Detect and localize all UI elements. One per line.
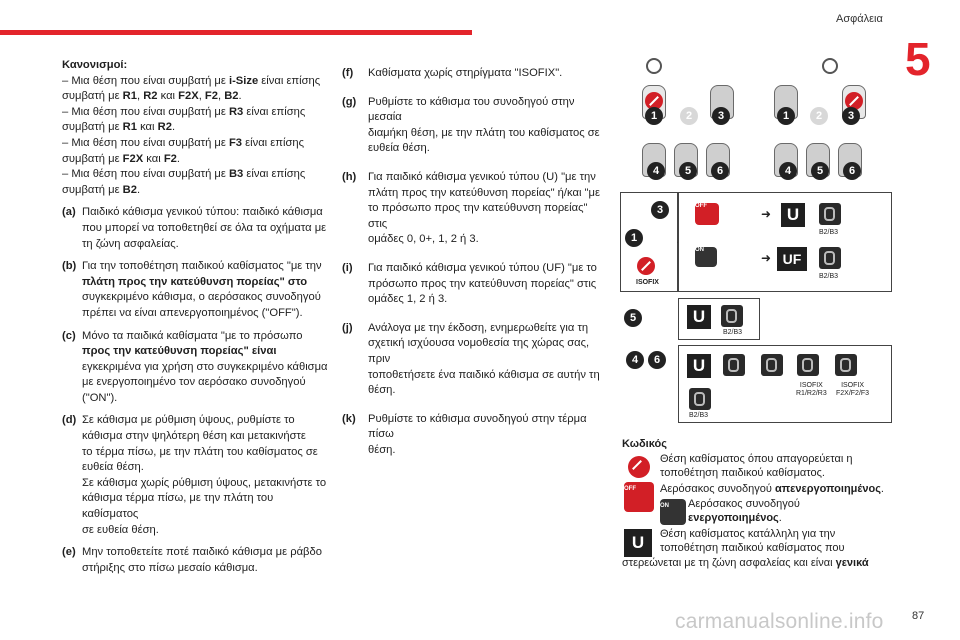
universal-seat-icon: U xyxy=(687,354,711,378)
note-g: (g) Ρυθμίστε το κάθισμα του συνοδηγού στην μεσαία διαμήκη θέση, με την πλάτη του καθίσματος σε ευθεία θέση. xyxy=(342,95,600,155)
isofix-label: ISOFIX xyxy=(636,279,659,286)
child-seat-icon xyxy=(723,354,745,376)
seat-number-1: 1 xyxy=(777,107,795,125)
note-i: (i) Για παιδικό κάθισμα γενικού τύπου (UF) "με το πρόσωπο προς την κατεύθυνση πορείας" στις ομάδες 1, 2 ή 3. xyxy=(342,261,597,306)
seat-number-3: 3 xyxy=(842,107,860,125)
seat-number-4: 4 xyxy=(626,351,644,369)
steering-wheel-icon xyxy=(822,58,838,74)
seat-number-4: 4 xyxy=(779,162,797,180)
group-label: B2/B3 xyxy=(689,412,709,419)
legend-title: Κωδικός xyxy=(622,438,667,450)
reg-line: – Μια θέση που είναι συμβατή με i-Size είναι επίσης xyxy=(62,74,321,87)
seat-number-6: 6 xyxy=(648,351,666,369)
reg-line: – Μια θέση που είναι συμβατή με F3 είναι επίσης xyxy=(62,136,304,149)
reg-line: συμβατή με F2X και F2. xyxy=(62,152,181,165)
legend-row-airbag-off: OFF Αερόσακος συνοδηγού απενεργοποιημένος. xyxy=(622,482,890,497)
seat-number-6: 6 xyxy=(843,162,861,180)
airbag-options-panel xyxy=(678,192,892,292)
seat-number-3: 3 xyxy=(712,107,730,125)
child-seat-icon xyxy=(819,247,841,269)
seat-number-3: 3 xyxy=(651,201,669,219)
note-f: (f) Καθίσματα χωρίς στηρίγματα "ISOFIX". xyxy=(342,67,563,79)
watermark: carmanualsonline.info xyxy=(675,610,884,633)
front-seat-panel xyxy=(620,192,678,292)
airbag-on-icon: ON xyxy=(695,247,717,267)
seat-number-5: 5 xyxy=(624,309,642,327)
seat5-panel xyxy=(678,298,760,340)
reg-line: συμβατή με R1, R2 και F2X, F2, B2. xyxy=(62,90,242,103)
no-isofix-icon xyxy=(637,257,655,275)
child-seat-icon xyxy=(819,203,841,225)
seat-number-5: 5 xyxy=(679,162,697,180)
notes-column xyxy=(342,66,604,471)
prohibited-icon xyxy=(628,456,650,478)
universal-seat-icon: U xyxy=(781,203,805,227)
legend-row-universal: U Θέση καθίσματος κατάλληλη για την τοποθέτηση παιδικού καθίσματος που στερεώνεται με τη ζώνη ασφαλείας και είναι γενικά xyxy=(622,527,869,569)
arrow-right-icon: ➜ xyxy=(761,207,772,221)
seat-number-1: 1 xyxy=(645,107,663,125)
universal-seat-icon: U xyxy=(687,305,711,329)
outer-rear-panel xyxy=(678,345,892,423)
legend-row-prohibited: Θέση καθίσματος όπου απαγορεύεται η τοποθέτηση παιδικού καθίσματος. xyxy=(622,452,890,482)
regulations-column xyxy=(62,58,330,576)
isofix-seat-icon xyxy=(835,354,857,376)
top-accent-bar xyxy=(0,30,472,35)
note-k: (k) Ρυθμίστε το κάθισμα συνοδηγού στην τέρμα πίσω θέση. xyxy=(342,412,587,456)
isofix-f-label: ISOFIX F2X/F2/F3 xyxy=(836,382,870,397)
note-c: (c) Μόνο τα παιδικά καθίσματα "με το πρόσωπο προς την κατεύθυνση πορείας" είναι εγκεκριμένα για χρήση στο συγκεκριμένο κάθισμα με ενεργοποιημένο τον αερόσακο συνοδηγού ("ON"). xyxy=(62,329,328,404)
seat-diagram xyxy=(620,55,890,435)
isofix-r-label: ISOFIX R1/R2/R3 xyxy=(796,382,827,397)
reg-line: – Μια θέση που είναι συμβατή με B3 είναι επίσης xyxy=(62,168,306,181)
universal-forward-seat-icon: UF xyxy=(777,247,807,271)
reg-line: συμβατή με R1 και R2. xyxy=(62,121,176,134)
airbag-on-icon: ON xyxy=(660,499,686,525)
note-d: (d) Σε κάθισμα με ρύθμιση ύψους, ρυθμίστε το κάθισμα στην ψηλότερη θέση και μετακινήστε το τέρμα πίσω, με την πλάτη του καθίσματος σε ευθεία θέση. Σε κάθισμα χωρίς ρύθμιση ύψους, μετακινήστε το κάθισμα τέρμα πίσω, με την πλάτη του καθίσματος σε ευθεία θέση. xyxy=(62,414,327,536)
regulations-heading: Κανονισμοί: xyxy=(62,59,128,71)
reg-line: – Μια θέση που είναι συμβατή με R3 είναι επίσης xyxy=(62,105,306,118)
note-b: (b) Για την τοποθέτηση παιδικού καθίσματος "με την πλάτη προς την κατεύθυνση πορείας" στο συγκεκριμένο κάθισμα, ο αερόσακος συνοδηγού πρέπει να είναι απενεργοποιημένος ("OFF"). xyxy=(62,260,322,319)
seat-number-4: 4 xyxy=(647,162,665,180)
note-h: (h) Για παιδικό κάθισμα γενικού τύπου (U) "με την πλάτη προς την κατεύθυνση πορείας" ή/και "με το πρόσωπο προς την κατεύθυνση πορείας" στις ομάδες 0, 0+, 1, 2 ή 3. xyxy=(342,170,600,246)
seat-number-2: 2 xyxy=(680,107,698,125)
note-j: (j) Ανάλογα με την έκδοση, ενημερωθείτε για τη σχετική ισχύουσα νομοθεσία της χώρας σας, πριν τοποθετήσετε ένα παιδικό κάθισμα σε αυτήν τη θέση. xyxy=(342,321,600,397)
legend xyxy=(622,437,890,570)
legend-row-airbag-on: ON Αερόσακος συνοδηγού ενεργοποιημένος. xyxy=(660,497,800,525)
chapter-number: 5 xyxy=(905,33,931,85)
steering-wheel-icon xyxy=(646,58,662,74)
group-label: B2/B3 xyxy=(819,273,839,280)
group-label: B2/B3 xyxy=(723,329,743,336)
note-a: (a) Παιδικό κάθισμα γενικού τύπου: παιδικό κάθισμα που μπορεί να τοποθετηθεί σε όλα τα οχήματα με τη ζώνη ασφαλείας. xyxy=(62,206,327,250)
child-seat-icon xyxy=(721,305,743,327)
airbag-off-icon: OFF xyxy=(695,203,719,225)
reg-line: συμβατή με B2. xyxy=(62,183,141,196)
section-title: Ασφάλεια xyxy=(836,13,883,25)
child-seat-icon xyxy=(689,388,711,410)
seat-number-5: 5 xyxy=(811,162,829,180)
seat-number-1: 1 xyxy=(625,229,643,247)
isofix-seat-icon xyxy=(797,354,819,376)
universal-seat-icon: U xyxy=(624,529,652,557)
seat-number-6: 6 xyxy=(711,162,729,180)
note-e: (e) Μην τοποθετείτε ποτέ παιδικό κάθισμα με ράβδο στήριξης στο πίσω μεσαίο κάθισμα. xyxy=(62,546,322,574)
arrow-right-icon: ➜ xyxy=(761,251,772,265)
isofix-seat-icon xyxy=(761,354,783,376)
group-label: B2/B3 xyxy=(819,229,839,236)
page-number: 87 xyxy=(912,610,925,622)
airbag-off-icon: OFF xyxy=(624,482,654,512)
seat-number-2: 2 xyxy=(810,107,828,125)
